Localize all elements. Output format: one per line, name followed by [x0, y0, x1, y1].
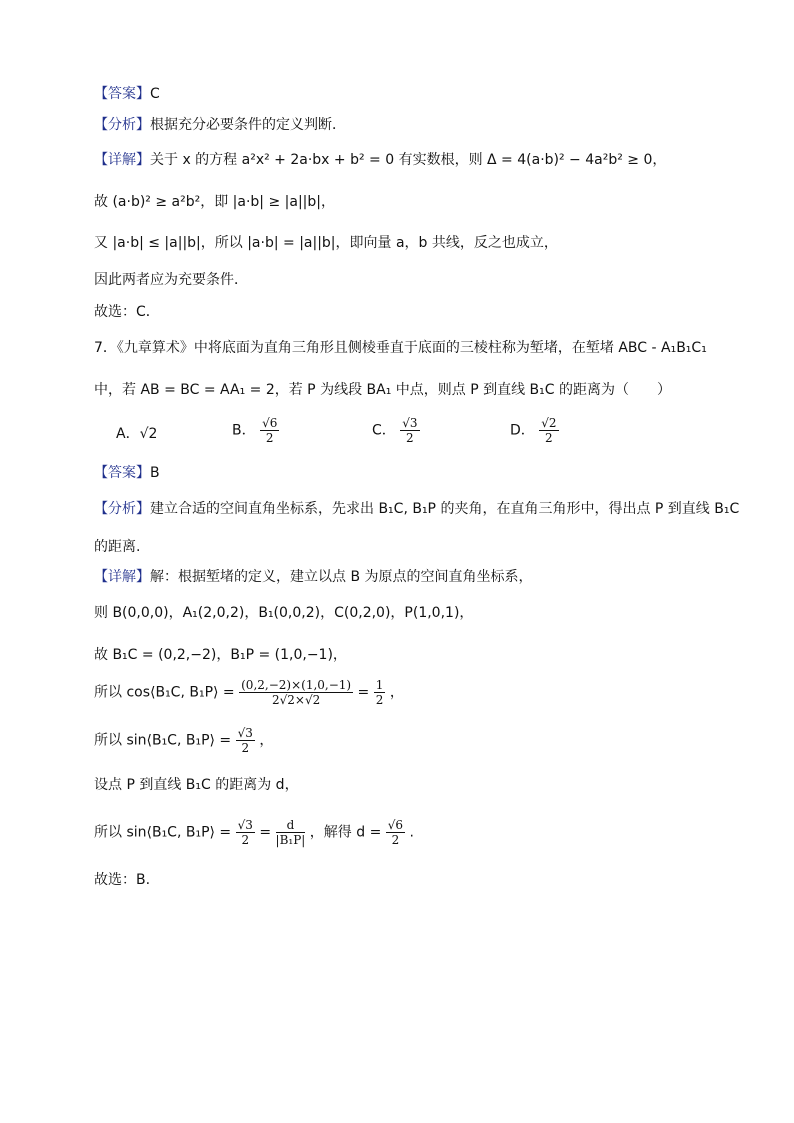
- q7-stem-1: 7．《九章算术》中将底面为直角三角形且侧棱垂直于底面的三棱柱称为堑堵，在堑堵 ABC - A₁B₁C₁: [94, 340, 707, 356]
- q7-answer: [94, 463, 160, 483]
- denominator: |B₁P|: [275, 833, 306, 847]
- q7-detail-5: [94, 726, 273, 755]
- detail-tag: 【详解】: [94, 569, 150, 585]
- q7-stem-2: 中，若 AB = BC = AA₁ = 2，若 P 为线段 BA₁ 中点，则点 P 到直线 B₁C 的距离为（ ）: [94, 382, 671, 398]
- sin-fraction: [236, 726, 255, 755]
- answer-tag: 【答案】: [94, 465, 150, 481]
- q6-choose: 故选：C．: [94, 304, 160, 320]
- equals-sign: =: [357, 684, 370, 701]
- numerator: √3: [237, 818, 253, 832]
- solve-text: ，解得 d =: [309, 824, 382, 841]
- analysis-text: 建立合适的空间直角坐标系，先求出 B₁C, B₁P 的夹角，在直角三角形中，得出点 P 到直线 B₁C: [150, 501, 740, 517]
- numerator: d: [276, 818, 306, 833]
- option-b-label: B．: [232, 422, 256, 439]
- equals-sign: =: [259, 824, 272, 841]
- formula-end: ，: [389, 684, 404, 701]
- answer-value: C: [150, 86, 160, 102]
- formula-prefix: 所以 sin⟨B₁C, B₁P⟩ =: [94, 732, 232, 749]
- denominator: 2: [391, 833, 400, 847]
- sin-value-fraction: [236, 818, 255, 847]
- distance-result-fraction: [386, 818, 405, 847]
- formula-end: ，: [259, 732, 274, 749]
- q6-detail-3: 又 |a·b| ≤ |a||b|，所以 |a·b| = |a||b|，即向量 a，b 共线，反之也成立，: [94, 235, 558, 251]
- option-c-fraction: [400, 416, 419, 445]
- option-b: [232, 416, 279, 445]
- analysis-text: 根据充分必要条件的定义判断．: [150, 117, 346, 133]
- q6-analysis: [94, 115, 346, 135]
- option-d: [510, 416, 559, 445]
- q7-detail-3: 故 B₁C = (0,2,−2)，B₁P = (1,0,−1)，: [94, 647, 347, 663]
- detail-text: 解：根据堑堵的定义，建立以点 B 为原点的空间直角坐标系，: [150, 569, 533, 585]
- numerator: √3: [237, 726, 253, 740]
- cos-fraction: [239, 678, 353, 707]
- formula-prefix: 所以 cos⟨B₁C, B₁P⟩ =: [94, 684, 235, 701]
- option-a: A．√2: [116, 426, 158, 442]
- q7-detail-1: [94, 567, 533, 587]
- numerator: √6: [262, 416, 278, 430]
- denominator: 2: [406, 431, 414, 445]
- numerator: (0,2,−2)×(1,0,−1): [241, 678, 352, 692]
- q6-detail-1: [94, 150, 666, 170]
- option-d-fraction: [539, 416, 558, 445]
- detail-text: 关于 x 的方程 a²x² + 2a·bx + b² = 0 有实数根，则 Δ = 4(a·b)² − 4a²b² ≥ 0，: [150, 152, 667, 168]
- q6-detail-4: 因此两者应为充要条件．: [94, 272, 248, 288]
- q7-analysis-2: 的距离.: [94, 539, 141, 555]
- numerator: √3: [402, 416, 418, 430]
- q6-detail-2: 故 (a·b)² ≥ a²b²，即 |a·b| ≥ |a||b|，: [94, 194, 335, 210]
- denominator: 2: [545, 431, 553, 445]
- denominator: 2: [265, 431, 274, 445]
- distance-ratio-fraction: [276, 818, 306, 847]
- option-b-fraction: [260, 416, 279, 445]
- denominator: 2: [375, 693, 384, 707]
- q7-detail-7: [94, 818, 414, 847]
- answer-tag: 【答案】: [94, 86, 150, 102]
- formula-prefix: 所以 sin⟨B₁C, B₁P⟩ =: [94, 824, 232, 841]
- formula-end: .: [409, 824, 414, 841]
- result-fraction: [374, 678, 386, 707]
- numerator: 1: [375, 678, 384, 692]
- analysis-tag: 【分析】: [94, 501, 150, 517]
- denominator: 2√2×√2: [271, 693, 321, 707]
- option-c: [372, 416, 420, 445]
- q7-detail-4: [94, 678, 404, 707]
- detail-tag: 【详解】: [94, 152, 150, 168]
- denominator: 2: [241, 741, 250, 755]
- q6-answer: [94, 84, 160, 104]
- option-d-label: D．: [510, 422, 535, 439]
- q7-choose: 故选：B.: [94, 872, 151, 888]
- option-c-label: C．: [372, 422, 396, 439]
- q7-analysis-1: [94, 499, 739, 519]
- answer-value: B: [150, 465, 160, 481]
- q7-detail-2: 则 B(0,0,0)，A₁(2,0,2)，B₁(0,0,2)，C(0,2,0)，P(1,0,1)，: [94, 605, 474, 621]
- numerator: √2: [541, 416, 557, 430]
- numerator: √6: [387, 818, 404, 832]
- analysis-tag: 【分析】: [94, 117, 150, 133]
- q7-detail-6: 设点 P 到直线 B₁C 的距离为 d，: [94, 777, 299, 793]
- denominator: 2: [241, 833, 250, 847]
